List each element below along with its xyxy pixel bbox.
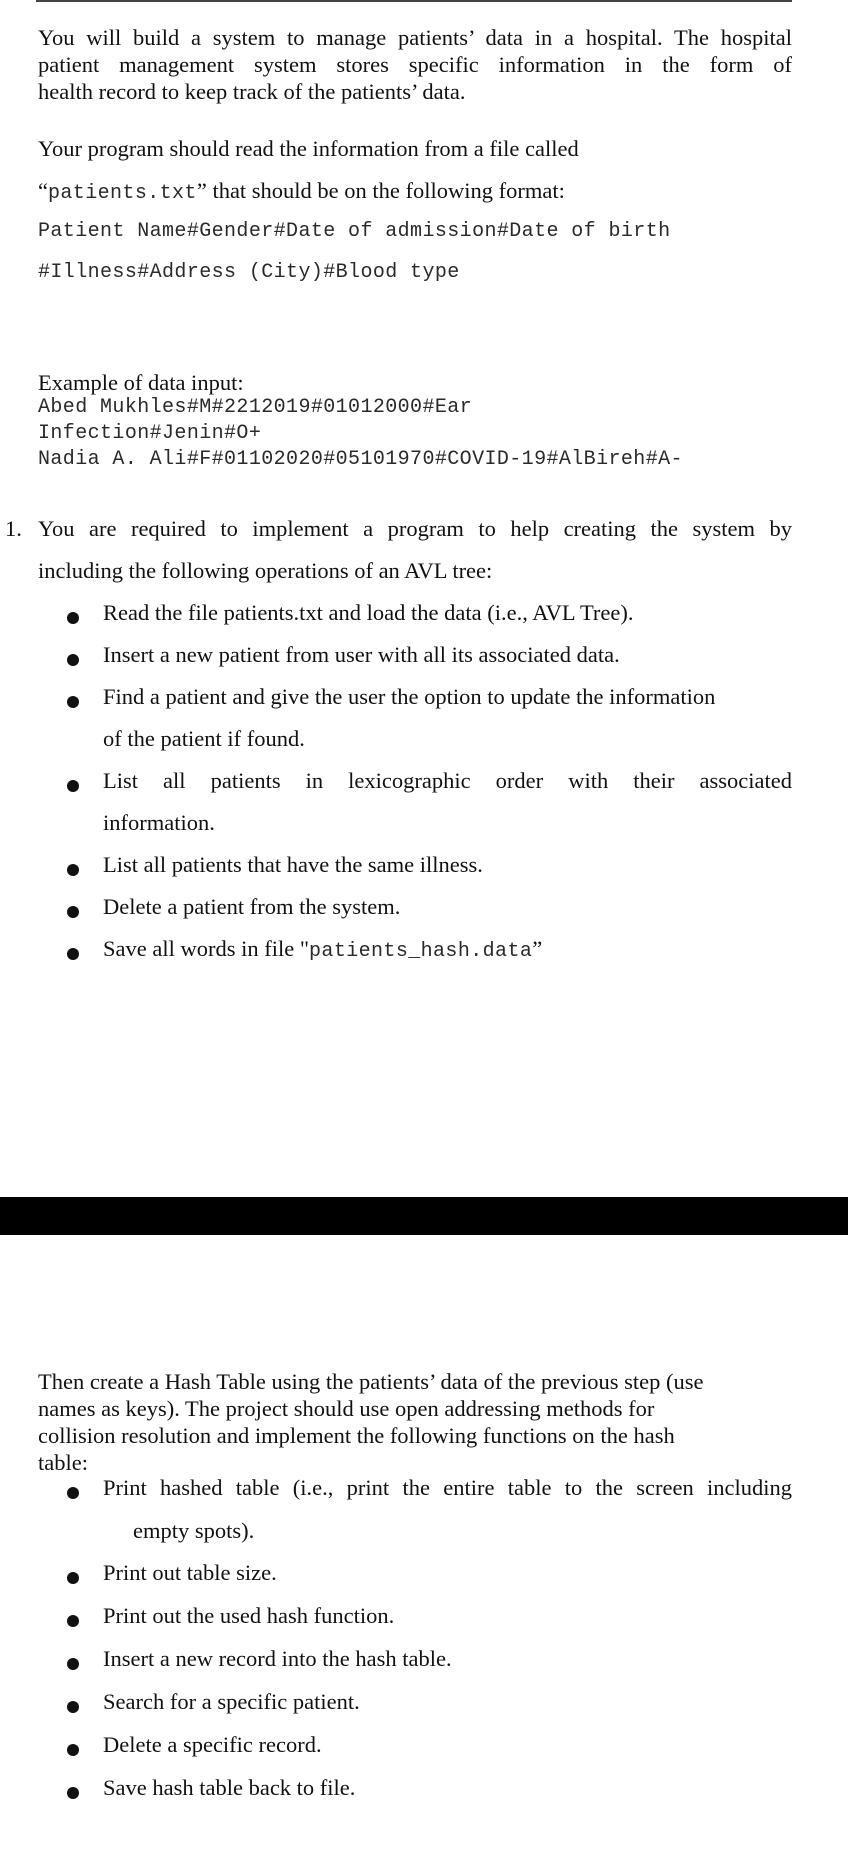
hash-op-print-table: Print hashed table (i.e., print the entire table to the screen including (103, 1475, 792, 1500)
bullet-dot (67, 1572, 79, 1584)
bullet-dot (67, 612, 79, 624)
save-quote-close: ” (532, 936, 543, 961)
format-line-2: #Illness#Address (City)#Blood type (38, 261, 460, 284)
avl-op-list: List all patients in lexicographic order with their associated (103, 768, 792, 793)
redaction-bar (0, 1197, 848, 1235)
hash-op-table-size: Print out table size. (103, 1560, 277, 1585)
hash-op-insert: Insert a new record into the hash table. (103, 1646, 452, 1671)
bullet-dot (67, 1701, 79, 1713)
bullet-dot (67, 654, 79, 666)
hash-line-2: names as keys). The project should use open addressing methods for (38, 1396, 655, 1421)
bullet-dot (67, 1615, 79, 1627)
hash-op-print-table-cont: empty spots). (133, 1518, 255, 1543)
quote-open: “ (38, 178, 48, 203)
bullet-dot (67, 1658, 79, 1670)
bullet-dot (67, 906, 79, 918)
intro-line-2: patient management system stores specific information in the form of (38, 52, 792, 77)
hash-op-hash-function: Print out the used hash function. (103, 1603, 395, 1628)
bullet-dot (67, 1487, 79, 1499)
example-heading: Example of data input: (38, 370, 244, 395)
save-text: Save all words in file " (103, 936, 310, 961)
file-name: patients.txt (48, 182, 197, 205)
bullet-dot (67, 864, 79, 876)
avl-op-read: Read the file patients.txt and load the data (i.e., AVL Tree). (103, 600, 634, 625)
bullet-dot (67, 1744, 79, 1756)
hash-line-1: Then create a Hash Table using the patients’ data of the previous step (use (38, 1369, 704, 1394)
hash-op-delete: Delete a specific record. (103, 1732, 322, 1757)
hash-paragraph (38, 1368, 792, 1476)
intro-line-3: health record to keep track of the patients’ data. (38, 79, 466, 104)
file-spec-rest: ” that should be on the following format: (196, 178, 565, 203)
hash-op-save: Save hash table back to file. (103, 1775, 356, 1800)
task-number: 1. (5, 516, 22, 541)
bullet-dot (67, 696, 79, 708)
hash-line-3: collision resolution and implement the following functions on the hash (38, 1423, 675, 1448)
avl-op-insert: Insert a new patient from user with all its associated data. (103, 642, 620, 667)
task-line-1: You are required to implement a program to help creating the system by (38, 516, 792, 541)
bullet-dot (67, 780, 79, 792)
hash-op-search: Search for a specific patient. (103, 1689, 360, 1714)
avl-op-save (103, 936, 542, 963)
intro-line-1: You will build a system to manage patients’ data in a hospital. The hospital (38, 25, 792, 50)
avl-op-find: Find a patient and give the user the option to update the information (103, 684, 716, 709)
bullet-dot (67, 1787, 79, 1799)
example-line-1: Abed Mukhles#M#2212019#01012000#Ear (38, 396, 473, 419)
top-divider (36, 0, 792, 2)
example-line-3: Nadia A. Ali#F#01102020#05101970#COVID-19#AlBireh#A- (38, 448, 683, 471)
file-spec-line-1: Your program should read the information from a file called (38, 136, 579, 161)
file-spec-line-2 (38, 178, 565, 205)
avl-op-same-illness: List all patients that have the same illness. (103, 852, 483, 877)
task-line-2: including the following operations of an AVL tree: (38, 558, 493, 583)
intro-paragraph (38, 24, 792, 105)
format-line-1: Patient Name#Gender#Date of admission#Date of birth (38, 220, 671, 243)
avl-op-list-cont: information. (103, 810, 215, 835)
avl-op-find-cont: of the patient if found. (103, 726, 305, 751)
hash-line-4: table: (38, 1450, 88, 1475)
save-file-name: patients_hash.data (309, 940, 533, 963)
example-line-2: Infection#Jenin#O+ (38, 422, 262, 445)
avl-op-delete: Delete a patient from the system. (103, 894, 401, 919)
bullet-dot (67, 948, 79, 960)
